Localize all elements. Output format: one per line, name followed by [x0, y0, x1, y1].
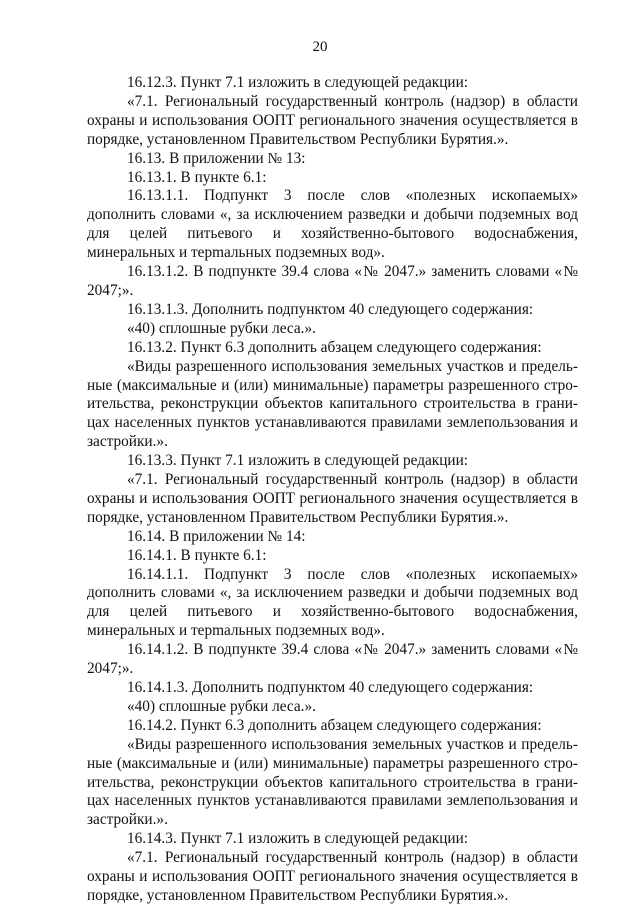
paragraph-16-14-2-text: «Виды разрешенного использования земельных участков и предельные (максимальные и (или) минимальные) параметры разрешенного строительства, реконструкции объектов капитального строительства в границах населенных пунктов устанавливаются правилами землепользования и застройки.».	[87, 735, 578, 829]
paragraph-16-13-2-heading: 16.13.2. Пункт 6.3 дополнить абзацем следующего содержания:	[127, 338, 542, 356]
paragraph-16-13-1-1: 16.13.1.1. Подпункт 3 после слов «полезных ископаемых» дополнить словами «, за исключением разведки и добычи подземных вод для целей питьевого и хозяйственно-бытового водоснабжения, минеральных и терmальных подземных вод».	[87, 187, 578, 262]
page-number: 20	[312, 39, 328, 55]
paragraph-16-14-3-heading: 16.14.3. Пункт 7.1 изложить в следующей редакции:	[127, 830, 469, 848]
paragraph-16-14-1-heading: 16.14.1. В пункте 6.1:	[127, 546, 267, 564]
paragraph-16-14-1-3-text: «40) сплошные рубки леса.».	[127, 697, 316, 715]
paragraph-16-14-3-text: «7.1. Региональный государственный контроль (надзор) в области охраны и использования ООПТ регионального значения осуществляется в порядке, установленном Правительством Республики Бурятия.».	[87, 849, 578, 904]
paragraph-16-14-1-1: 16.14.1.1. Подпункт 3 после слов «полезных ископаемых» дополнить словами «, за исключением разведки и добычи подземных вод для целей питьевого и хозяйственно-бытового водоснабжения, минеральных и терmальных подземных вод».	[87, 565, 578, 640]
paragraph-16-13-3-heading: 16.13.3. Пункт 7.1 изложить в следующей редакции:	[127, 452, 469, 470]
document-body	[87, 74, 578, 906]
paragraph-16-14-1-2: 16.14.1.2. В подпункте 39.4 слова «№ 2047.» заменить словами «№ 2047;».	[87, 641, 578, 678]
paragraph-16-13-3-text: «7.1. Региональный государственный контроль (надзор) в области охраны и использования ООПТ регионального значения осуществляется в порядке, установленном Правительством Республики Бурятия.».	[87, 471, 578, 526]
paragraph-16-14-heading: 16.14. В приложении № 14:	[127, 527, 306, 545]
paragraph-16-13-heading: 16.13. В приложении № 13:	[127, 149, 306, 167]
paragraph-16-14-1-3: 16.14.1.3. Дополнить подпунктом 40 следующего содержания:	[127, 679, 534, 696]
paragraph-16-13-1-3: 16.13.1.3. Дополнить подпунктом 40 следующего содержания:	[127, 300, 534, 318]
paragraph-16-13-1-3-text: «40) сплошные рубки леса.».	[127, 319, 316, 337]
paragraph-16-14-2-heading: 16.14.2. Пункт 6.3 дополнить абзацем следующего содержания:	[127, 716, 542, 734]
paragraph-16-12-3-text: «7.1. Региональный государственный контроль (надзор) в области охраны и использования ООПТ регионального значения осуществляется в порядке, установленном Правительством Республики Бурятия.».	[87, 92, 578, 148]
paragraph-16-12-3-heading: 16.12.3. Пункт 7.1 изложить в следующей редакции:	[127, 74, 469, 91]
paragraph-16-13-2-text: «Виды разрешенного использования земельных участков и предельные (максимальные и (или) минимальные) параметры разрешенного строительства, реконструкции объектов капитального строительства в границах населенных пунктов устанавливаются правилами землепользования и застройки.».	[87, 357, 578, 451]
paragraph-16-13-1-2: 16.13.1.2. В подпункте 39.4 слова «№ 2047.» заменить словами «№ 2047;».	[87, 263, 578, 299]
paragraph-16-13-1-heading: 16.13.1. В пункте 6.1:	[127, 168, 267, 186]
